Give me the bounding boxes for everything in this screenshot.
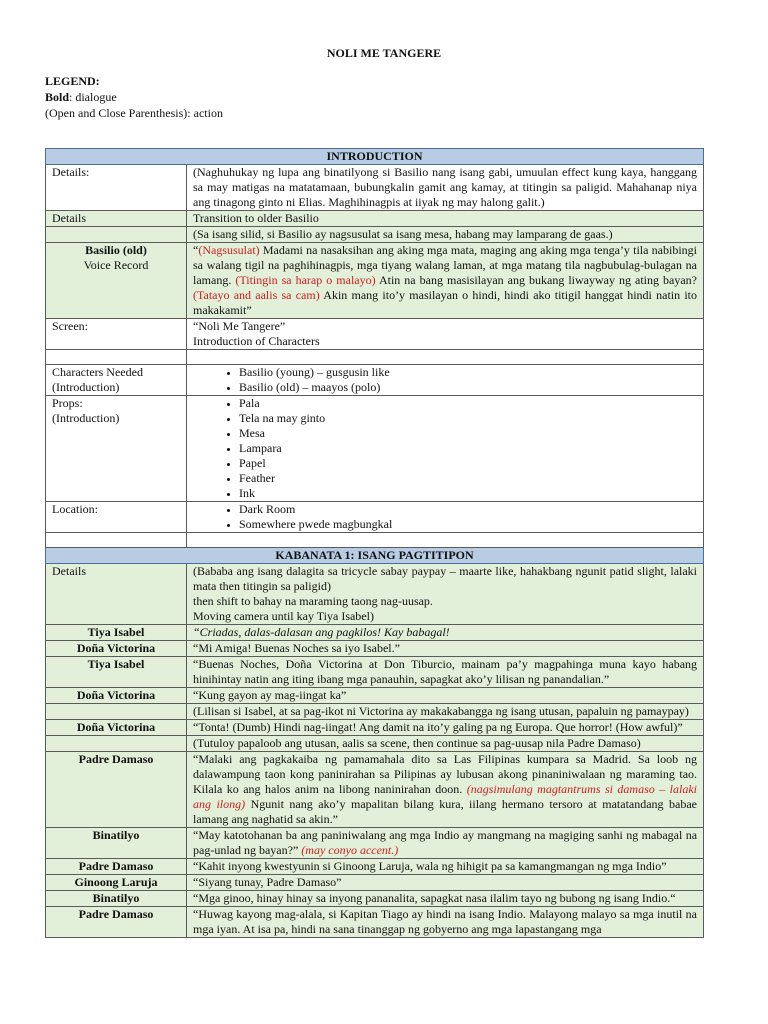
blank-cell <box>46 350 187 365</box>
list-item: • Lampara <box>239 441 697 456</box>
props-list <box>193 396 697 501</box>
speaker-padre-damaso: Padre Damaso <box>46 859 187 875</box>
list-item: • Feather <box>239 471 697 486</box>
dialogue-line: “Mga ginoo, hinay hinay sa inyong pananalita, sapagkat nasa ilalim tayo ng bubong ng isang Indio.“ <box>187 891 704 907</box>
vo-action-2: (Titingin sa harap o malayo) <box>235 273 376 287</box>
characters-list <box>193 365 697 395</box>
dialogue-line: “Siyang tunay, Padre Damaso” <box>187 875 704 891</box>
intro-setting: (Sa isang silid, si Basilio ay nagsusulat sa isang mesa, habang may lamparang de gaas.) <box>187 227 704 243</box>
dialogue-line <box>187 828 704 859</box>
speaker-padre-damaso: Padre Damaso <box>46 752 187 828</box>
list-item: • Basilio (old) – maayos (polo) <box>239 380 697 395</box>
action-note: (nagsimulang magtantrums si damaso – lalaki ang ilong) <box>193 782 698 811</box>
dialogue-line: “Huwag kayong mag-alala, si Kapitan Tiago ay hindi na isang Indio. Malayong malayo sa mga inutil na mga iyan. At isa pa, hindi na sana tinanggap ng gobyerno ang mga lapastangang mga <box>187 907 704 938</box>
voice-record-note: Voice Record <box>83 258 149 272</box>
intro-details-text: (Naghuhukay ng lupa ang binatilyong si Basilio nang isang gabi, umuulan effect kung kaya, hanggang sa may matigas na matatamaan, bubungkalin gamit ang kamay, at titingin sa paligid. Mahahanap niya ang tinagong ginto ni Elias. Maghihinagpis at iiyak ng may halong galit.) <box>187 165 704 211</box>
screen-label: Screen: <box>46 319 187 350</box>
props-label-2: (Introduction) <box>52 411 120 425</box>
speaker-tiya-isabel: Tiya Isabel <box>46 625 187 641</box>
intro-details-row <box>46 165 704 211</box>
action-row <box>46 736 704 752</box>
dialogue-row <box>46 625 704 641</box>
list-item: • Somewhere pwede magbungkal <box>239 517 697 532</box>
voice-speaker-cell <box>46 243 187 319</box>
legend-paren-line: (Open and Close Parenthesis): action <box>45 106 223 120</box>
script-table <box>45 148 704 938</box>
location-row <box>46 502 704 533</box>
dialogue-row <box>46 752 704 828</box>
speaker-binatilyo: Binatilyo <box>46 828 187 859</box>
props-label-1: Props: <box>52 396 83 410</box>
legend-bold-line <box>45 89 705 105</box>
intro-header-row <box>46 149 704 165</box>
dialogue-line: “Kahit inyong kwestyunin si Ginoong Laruja, wala ng hihigit pa sa kamangmangan ng mga Indio” <box>187 859 704 875</box>
dialogue-row <box>46 891 704 907</box>
action-row <box>46 704 704 720</box>
dialogue-row <box>46 859 704 875</box>
ch1-details-text <box>187 564 704 625</box>
blank-cell <box>187 350 704 365</box>
dialogue-row <box>46 828 704 859</box>
action-speaker-cell <box>46 736 187 752</box>
speaker-tiya-isabel: Tiya Isabel <box>46 657 187 688</box>
action-line: (Tutuloy papaloob ang utusan, aalis sa scene, then continue sa pag-uusap nila Padre Damaso) <box>187 736 704 752</box>
page-title: NOLI ME TANGERE <box>326 46 442 60</box>
screen-line-2: Introduction of Characters <box>193 334 320 348</box>
speaker-ginoong-laruja: Ginoong Laruja <box>46 875 187 891</box>
intro-transition-row <box>46 211 704 227</box>
list-item: • Ink <box>239 486 697 501</box>
action-line: (Lilisan si Isabel, at sa pag-ikot ni Victorina ay makakabangga ng isang utusan, papaluin ng pamaypay) <box>187 704 704 720</box>
characters-label <box>46 365 187 396</box>
dialogue-row <box>46 907 704 938</box>
props-label <box>46 396 187 502</box>
speaker-dona-victorina: Doña Victorina <box>46 641 187 657</box>
dialogue-line: “Kung gayon ay mag-iingat ka” <box>187 688 704 704</box>
intro-setting-label <box>46 227 187 243</box>
ch1-details-line-3: Moving camera until kay Tiya Isabel) <box>193 609 374 623</box>
dialogue-line <box>187 752 704 828</box>
location-label: Location: <box>46 502 187 533</box>
props-cell <box>187 396 704 502</box>
vo-action-1: (Nagsusulat) <box>198 243 260 257</box>
location-cell <box>187 502 704 533</box>
legend-bold-term: Bold <box>45 90 70 104</box>
dialogue-row <box>46 641 704 657</box>
vo-text-1: Madami na nasaksihan ang aking mga mata, maging ang aking mga tenga’y tila nabibingi sa walang tigil na paghihinagpis, mga tiyang walang laman, at mga matang tila nagbubulag-bulagan na lamang. <box>193 243 698 287</box>
vo-action-3: (Tatayo and aalis sa cam) <box>193 288 320 302</box>
characters-label-2: (Introduction) <box>52 380 120 394</box>
characters-label-1: Characters Needed <box>52 365 143 379</box>
vo-open-quote: “ <box>193 243 199 257</box>
list-item: • Mesa <box>239 426 697 441</box>
list-item: • Papel <box>239 456 697 471</box>
intro-setting-row <box>46 227 704 243</box>
speaker-dona-victorina: Doña Victorina <box>46 688 187 704</box>
dialogue-line: “Tonta! (Dumb) Hindi nag-iingat! Ang damit na ito’y galing pa ng Europa. Que horror! (How awful)” <box>187 720 704 736</box>
intro-transition: Transition to older Basilio <box>187 211 704 227</box>
dialogue-row <box>46 657 704 688</box>
intro-header: INTRODUCTION <box>46 149 704 165</box>
blank-cell <box>187 533 704 548</box>
ch1-header: KABANATA 1: ISANG PAGTITIPON <box>46 548 704 564</box>
speaker-binatilyo: Binatilyo <box>46 891 187 907</box>
speaker-basilio-old: Basilio (old) <box>85 243 147 257</box>
ch1-header-row <box>46 548 704 564</box>
dialogue-text: Ngunit nang ako’y mapalitan bilang kura, iilang hermano tersoro at matatandang babae lamang ang naghatid sa akin.” <box>193 797 698 826</box>
intro-voice-row <box>46 243 704 319</box>
speaker-padre-damaso: Padre Damaso <box>46 907 187 938</box>
dialogue-line: “Criadas, dalas-dalasan ang pagkilos! Kay babagal! <box>187 625 704 641</box>
dialogue-line: “Mi Amiga! Buenas Noches sa iyo Isabel.” <box>187 641 704 657</box>
dialogue-row <box>46 875 704 891</box>
list-item: • Basilio (young) – gusgusin like <box>239 365 697 380</box>
characters-row <box>46 365 704 396</box>
blank-row <box>46 533 704 548</box>
intro-details2-label: Details <box>46 211 187 227</box>
dialogue-row <box>46 720 704 736</box>
action-note: (may conyo accent.) <box>301 843 399 857</box>
voice-line <box>187 243 704 319</box>
legend-heading: LEGEND: <box>45 74 100 88</box>
ch1-details-label: Details <box>46 564 187 625</box>
blank-row <box>46 350 704 365</box>
intro-details-label: Details: <box>46 165 187 211</box>
speaker-dona-victorina: Doña Victorina <box>46 720 187 736</box>
ch1-details-line-1: (Bababa ang isang dalagita sa tricycle sabay paypay – maarte like, hahakbang ngunit patid slight, lalaki mata then titingin sa paligid) <box>193 564 698 593</box>
ch1-details-row <box>46 564 704 625</box>
intro-screen-row <box>46 319 704 350</box>
legend-bold-desc: : dialogue <box>69 90 117 104</box>
action-speaker-cell <box>46 704 187 720</box>
props-row <box>46 396 704 502</box>
vo-text-3: Akin mang ito’y masilayan o hindi, hindi ako titigil hanggat hindi natin ito makakamit” <box>193 288 698 317</box>
characters-cell <box>187 365 704 396</box>
ch1-details-line-2: then shift to bahay na maraming taong nag-uusap. <box>193 594 433 608</box>
list-item: • Dark Room <box>239 502 697 517</box>
dialogue-text: “Malaki ang pagkakaiba ng pamamahala dito sa Las Filipinas kumpara sa Madrid. Sa loob ng dalawampung taon kong paninirahan sa Pilipinas ay lubusan akong pinaniniwalaan ng maraming tao. Kilala ko ang halos anim na libong naninirahan doon. <box>193 752 698 796</box>
legend <box>45 73 705 121</box>
location-list <box>193 502 697 532</box>
blank-cell <box>46 533 187 548</box>
screen-line-1: “Noli Me Tangere” <box>193 319 286 333</box>
screen-text <box>187 319 704 350</box>
vo-text-2: Atin na bang masisilayan ang bukang liwayway ng ating bayan? <box>375 273 698 287</box>
dialogue-line: “Buenas Noches, Doña Victorina at Don Tiburcio, mainam pa’y magpahinga muna kayo habang hinihintay natin ang iting ibang mga panauhin, sapagkat ako’y lilisan ng panandalian.” <box>187 657 704 688</box>
dialogue-text: “May katotohanan ba ang paniniwalang ang mga Indio ay mangmang na magiging sanhi ng mabagal na pag-unlad ng bayan?” <box>193 828 698 857</box>
dialogue-row <box>46 688 704 704</box>
list-item: • Pala <box>239 396 697 411</box>
list-item: • Tela na may ginto <box>239 411 697 426</box>
